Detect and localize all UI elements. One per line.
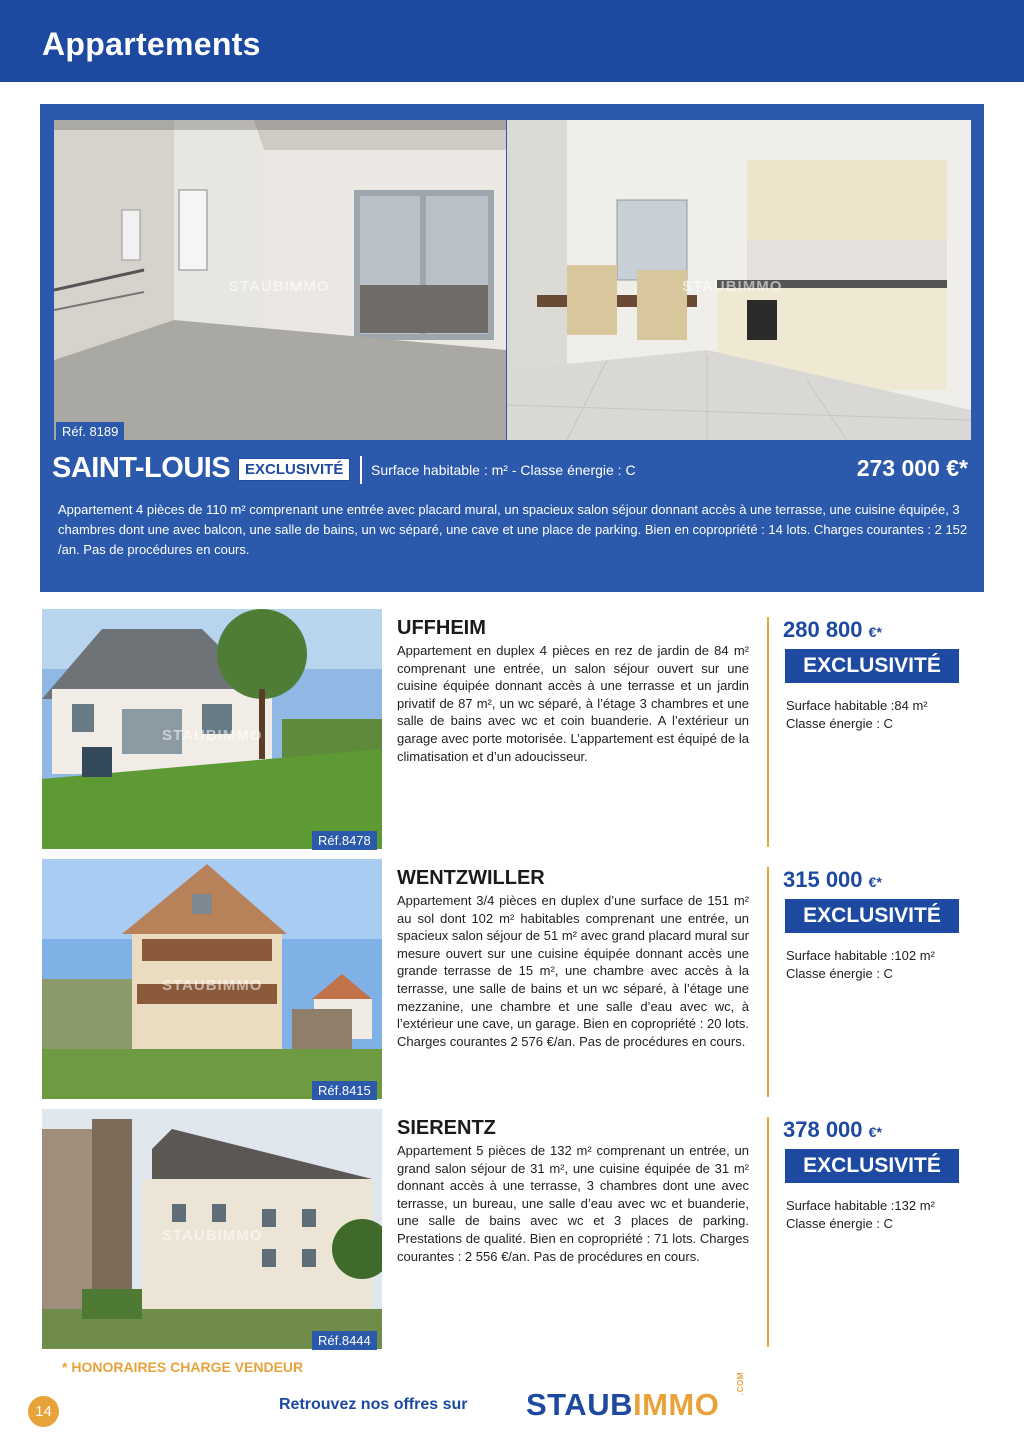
price-suffix: €* — [868, 1124, 882, 1140]
listing-energy-class: Classe énergie : C — [786, 716, 893, 731]
staubimmo-logo[interactable] — [526, 1372, 745, 1423]
featured-photo-kitchen[interactable] — [507, 120, 971, 440]
watermark: STAUBIMMO — [162, 1227, 263, 1244]
listing-city: SIERENTZ — [397, 1117, 496, 1139]
listing-photo[interactable] — [42, 859, 382, 1099]
divider-line — [767, 867, 769, 1097]
logo-part-staub: STAUB — [526, 1387, 633, 1422]
price-value: 280 800 — [783, 617, 863, 642]
listing-description: Appartement 5 pièces de 132 m² comprenant un entrée, un grand salon séjour de 31 m², une cuisine équipée de 31 m² donnant accès à une terrasse, 3 chambres dont une avec terrasse, un bureau, une salle d’eau avec wc et buanderie, une salle de bains avec wc et 3 places de parking. Prestations de qualité. Bien en copropriété : 71 lots. Charges courantes : 2 556 €/an. Pas de procédures en cours. — [397, 1143, 749, 1264]
featured-ref: Réf. 8189 — [56, 422, 124, 441]
exclusivity-badge: EXCLUSIVITÉ — [785, 899, 959, 933]
listing-energy-class: Classe énergie : C — [786, 966, 893, 981]
listing-price — [783, 867, 882, 893]
listing-surface: Surface habitable :132 m² — [786, 1198, 935, 1213]
page-title: Appartements — [42, 26, 261, 62]
price-value: 315 000 — [783, 867, 863, 892]
listing-card[interactable] — [0, 859, 1024, 1099]
divider-line — [767, 617, 769, 847]
exclusivity-badge: EXCLUSIVITÉ — [785, 1149, 959, 1183]
featured-exclusivity-badge: EXCLUSIVITÉ — [238, 458, 350, 481]
exclusivity-badge: EXCLUSIVITÉ — [785, 649, 959, 683]
listing-price — [783, 617, 882, 643]
watermark: STAUBIMMO — [162, 977, 263, 994]
listing-energy-class: Classe énergie : C — [786, 1216, 893, 1231]
listing-price — [783, 1117, 882, 1143]
logo-suffix: .COM — [736, 1372, 745, 1395]
retrouvez-text: Retrouvez nos offres sur — [279, 1396, 468, 1413]
listing-ref: Réf.8444 — [312, 1331, 377, 1350]
featured-description: Appartement 4 pièces de 110 m² comprenant une entrée avec placard mural, un spacieux salon séjour donnant accès à une terrasse, une cuisine équipée, 3 chambres dont une avec balcon, une salle de bains, un wc séparé, une cave et une place de parking. Bien en copropriété : 14 lots. Charges courantes : 2 152 /an. Pas de procédures en cours. — [58, 502, 968, 557]
featured-meta: Surface habitable : m² - Classe énergie : C — [371, 462, 636, 478]
watermark: STAUBIMMO — [229, 278, 330, 295]
featured-city: SAINT-LOUIS — [52, 452, 231, 484]
listing-description: Appartement 3/4 pièces en duplex d’une surface de 151 m² au sol dont 102 m² habitables comprenant une entrée, un spacieux salon séjour de 51 m² avec grand placard mural sur mesure ouvert sur une cuisine équipée donnant accès une grande terrasse de 15 m², une chambre avec accès à la terrasse, une salle de bains et un wc séparé, à l’étage une mezzanine, une chambre et une salle d’eau avec wc, à l’extérieur une cave, un garage. Bien en copropriété : 20 lots. Charges courantes 2 576 €/an. Pas de procédures en cours. — [397, 893, 749, 1049]
price-value: 378 000 — [783, 1117, 863, 1142]
watermark: STAUBIMMO — [682, 278, 783, 295]
divider-line — [767, 1117, 769, 1347]
listing-ref: Réf.8415 — [312, 1081, 377, 1100]
listing-photo[interactable] — [42, 1109, 382, 1349]
listing-surface: Surface habitable :84 m² — [786, 698, 928, 713]
listing-card[interactable] — [0, 1109, 1024, 1349]
page-header — [0, 0, 1024, 82]
listing-city: UFFHEIM — [397, 617, 486, 639]
featured-separator — [360, 456, 362, 484]
listing-surface: Surface habitable :102 m² — [786, 948, 935, 963]
listing-photo[interactable] — [42, 609, 382, 849]
logo-part-immo: IMMO — [632, 1387, 720, 1422]
featured-photo-balcony[interactable] — [54, 120, 506, 440]
listing-ref: Réf.8478 — [312, 831, 377, 850]
price-suffix: €* — [868, 624, 882, 640]
price-suffix: €* — [868, 874, 882, 890]
listing-card[interactable] — [0, 609, 1024, 849]
watermark: STAUBIMMO — [162, 727, 263, 744]
listing-description: Appartement en duplex 4 pièces en rez de jardin de 84 m² comprenant une entrée, un salon séjour ouvert sur une cuisine équipée donnant accès à une terrasse et un jardin privatif de 87 m², un wc séparé, à l’étage 3 chambres et une salle de bains avec wc et coin buanderie. A l’extérieur un garage avec porte motorisée. L’appartement est équipé de la climatisation et d’un adoucisseur. — [397, 643, 749, 764]
featured-price: 273 000 €* — [856, 455, 968, 481]
page-number: 14 — [28, 1396, 59, 1427]
listing-city: WENTZWILLER — [397, 867, 545, 889]
honoraires-note: * HONORAIRES CHARGE VENDEUR — [62, 1359, 304, 1375]
